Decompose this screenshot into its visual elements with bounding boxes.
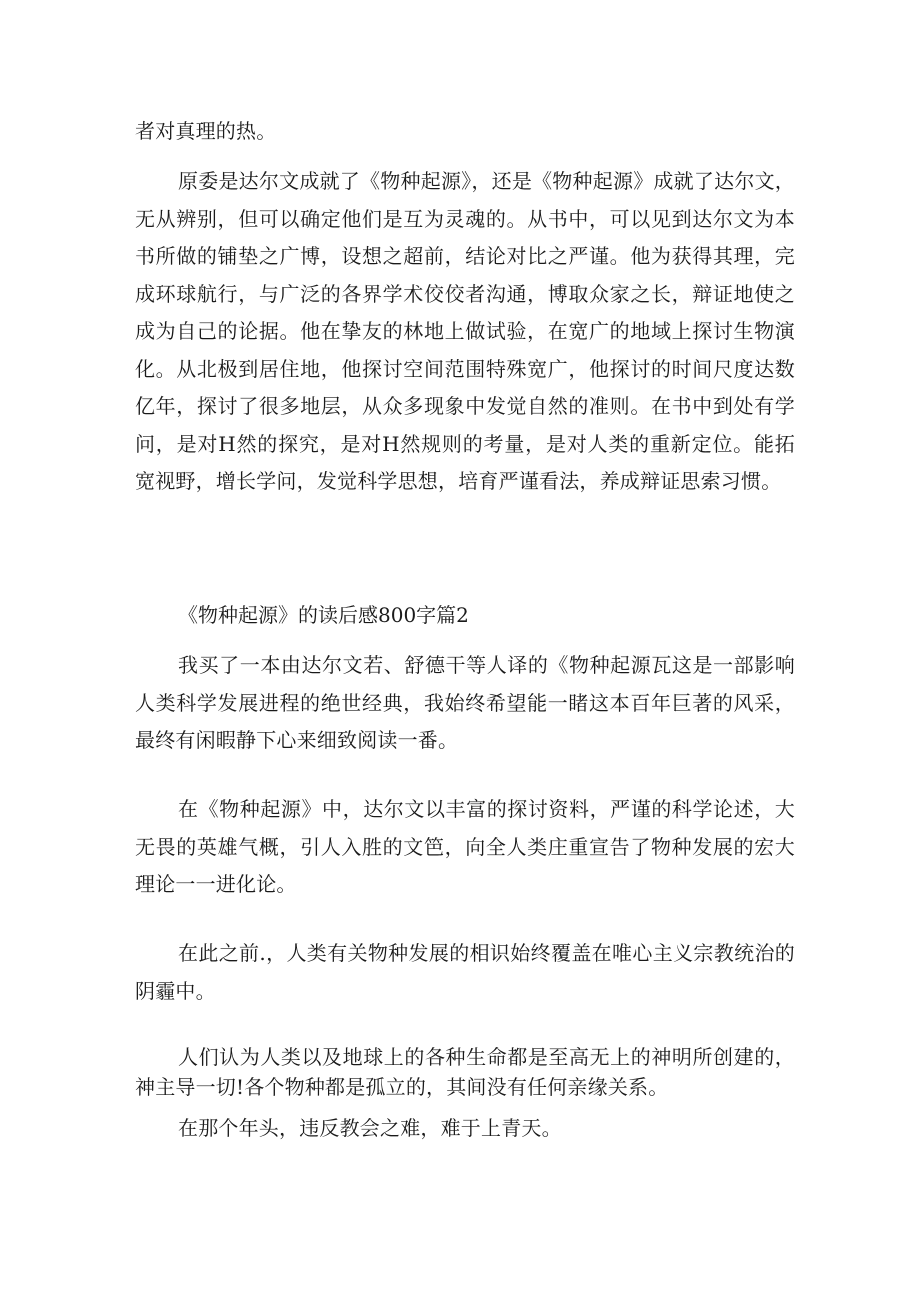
- paragraph-continuation: 者对真理的热。: [135, 119, 277, 143]
- paragraph-church-opposition: 在那个年头，违反教会之难，难于上青天。: [178, 1116, 562, 1140]
- paragraph-creationism: 人们认为人类以及地球上的各种生命都是至高无上的神明所创建的，神主导一切!各个物种都是孤立的，其间没有任何亲缘关系。: [135, 1045, 795, 1099]
- paragraph-origin-discussion: 原委是达尔文成就了《物种起源》，还是《物种起源》成就了达尔文，无从辨别，但可以确定他们是互为灵魂的。从书中，可以见到达尔文为本书所做的铺垫之广博，设想之超前，结论对比之严谨。他为获得其理，完成环球航行，与广泛的各界学术佼佼者沟通，博取众家之长，辩证地使之成为自己的论据。他在挚友的林地上做试验，在宽广的地域上探讨生物演化。从北极到居住地，他探讨空间范围特殊宽广，他探讨的时间尺度达数亿年，探讨了很多地层，从众多现象中发觉自然的准则。在书中到处有学问，是对H然的探究，是对H然规则的考量，是对人类的重新定位。能拓宽视野，增长学问，发觉科学思想，培育严谨看法，养成辩证思索习惯。: [135, 169, 795, 493]
- paragraph-before-darwin: 在此之前.，人类有关物种发展的相识始终覆盖在唯心主义宗教统治的阴霾中。: [135, 941, 795, 1003]
- paragraph-evolution-theory: 在《物种起源》中，达尔文以丰富的探讨资料，严谨的科学论述，大无畏的英雄气概，引人入胜的文笆，向全人类庄重宣告了物种发展的宏大理论一一进化论。: [135, 797, 795, 896]
- paragraph-book-purchase: 我买了一本由达尔文若、舒德干等人译的《物种起源瓦这是一部影响人类科学发展进程的绝世经典，我始终希望能一睹这本百年巨著的风采，最终有闲暇静下心来细致阅读一番。: [135, 653, 795, 752]
- section-heading: 《物种起源》的读后感800字篇2: [178, 603, 469, 627]
